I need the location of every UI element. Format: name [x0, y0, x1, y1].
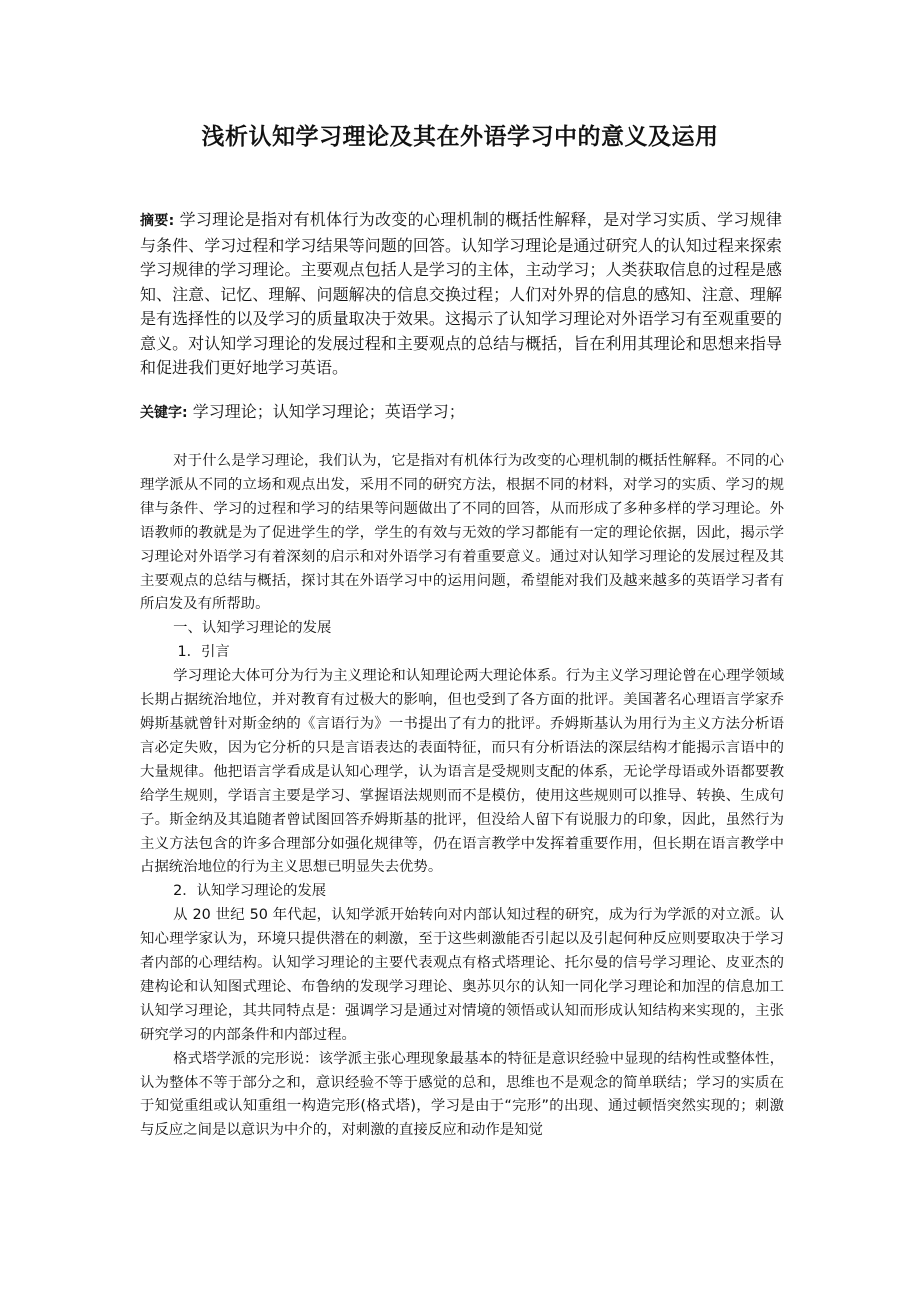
paragraph: 从 20 世纪 50 年代起，认知学派开始转向对内部认知过程的研究，成为行为学派的对立派。认知心理学家认为，环境只提供潜在的刺激，至于这些刺激能否引起以及引起何种反应则要取决于学习者内部的心理结构。认知学习理论的主要代表观点有格式塔理论、托尔曼的信号学习理论、皮亚杰的建构论和认知图式理论、布鲁纳的发现学习理论、奥苏贝尔的认知一同化学习理论和加涅的信息加工认知学习理论，其共同特点是：强调学习是通过对情境的领悟或认知而形成认知结构来实现的，主张研究学习的内部条件和内部过程。: [140, 907, 784, 1043]
intro-paragraph: 对于什么是学习理论，我们认为，它是指对有机体行为改变的心理机制的概括性解释。不同的心理学派从不同的立场和观点出发，采用不同的研究方法，根据不同的材料，对学习的实质、学习的规律与条件、学习的过程和学习的结果等问题做出了不同的回答，从而形成了多种多样的学习理论。外语教师的教就是为了促进学生的学，学生的有效与无效的学习都能有一定的理论依据，因此，揭示学习理论对外语学习有着深刻的启示和对外语学习有着重要意义。通过对认知学习理论的发展过程及其主要观点的总结与概括，探讨其在外语学习中的运用问题，希望能对我们及越来越多的英语学习者有所启发及有所帮助。: [140, 453, 784, 613]
abstract: [140, 208, 782, 381]
paragraph: 格式塔学派的完形说：该学派主张心理现象最基本的特征是意识经验中显现的结构性或整体性，认为整体不等于部分之和，意识经验不等于感觉的总和，思维也不是观念的简单联结；学习的实质在于知觉重组或认知重组一构造完形(格式塔)，学习是由于“完形”的出现、通过顿悟突然实现的；刺激与反应之间是以意识为中介的，对刺激的直接反应和动作是知觉: [140, 1050, 784, 1139]
body-text: [140, 450, 784, 1143]
paragraph: 学习理论大体可分为行为主义理论和认知理论两大理论体系。行为主义学习理论曾在心理学领域长期占据统治地位，并对教育有过极大的影响，但也受到了各方面的批评。美国著名心理语言学家乔姆斯基就曾针对斯金纳的《言语行为》一书提出了有力的批评。乔姆斯基认为用行为主义方法分析语言必定失败，因为它分析的只是言语表达的表面特征，而只有分析语法的深层结构才能揭示言语中的大量规律。他把语言学看成是认知心理学，认为语言是受规则支配的体系，无论学母语或外语都要教给学生规则，学语言主要是学习、掌握语法规则而不是模仿，使用这些规则可以推导、转换、生成句子。斯金纳及其追随者曾试图回答乔姆斯基的批评，但没给人留下有说服力的印象，因此，虽然行为主义方法包含的许多合理部分如强化规律等，仍在语言教学中发挥着重要作用，但长期在语言教学中占据统治地位的行为主义思想已明显失去优势。: [140, 668, 784, 876]
subsection-heading: 2．认知学习理论的发展: [173, 883, 327, 900]
keywords-label: 关键字:: [140, 405, 188, 421]
subsection-heading: 1．引言: [177, 644, 230, 661]
abstract-text: 学习理论是指对有机体行为改变的心理机制的概括性解释，是对学习实质、学习规律与条件、学习过程和学习结果等问题的回答。认知学习理论是通过研究人的认知过程来探索学习规律的学习理论。主要观点包括人是学习的主体，主动学习；人类获取信息的过程是感知、注意、记忆、理解、问题解决的信息交换过程；人们对外界的信息的感知、注意、理解是有选择性的以及学习的质量取决于效果。这揭示了认知学习理论对外语学习有至观重要的意义。对认知学习理论的发展过程和主要观点的总结与概括，旨在利用其理论和思想来指导和促进我们更好地学习英语。: [140, 210, 782, 377]
section-heading: 一、认知学习理论的发展: [173, 620, 332, 637]
keywords: [140, 400, 782, 425]
page-title: 浅析认知学习理论及其在外语学习中的意义及运用: [201, 124, 719, 150]
abstract-label: 摘要:: [140, 213, 175, 229]
keywords-text: 学习理论；认知学习理论；英语学习；: [187, 402, 465, 421]
